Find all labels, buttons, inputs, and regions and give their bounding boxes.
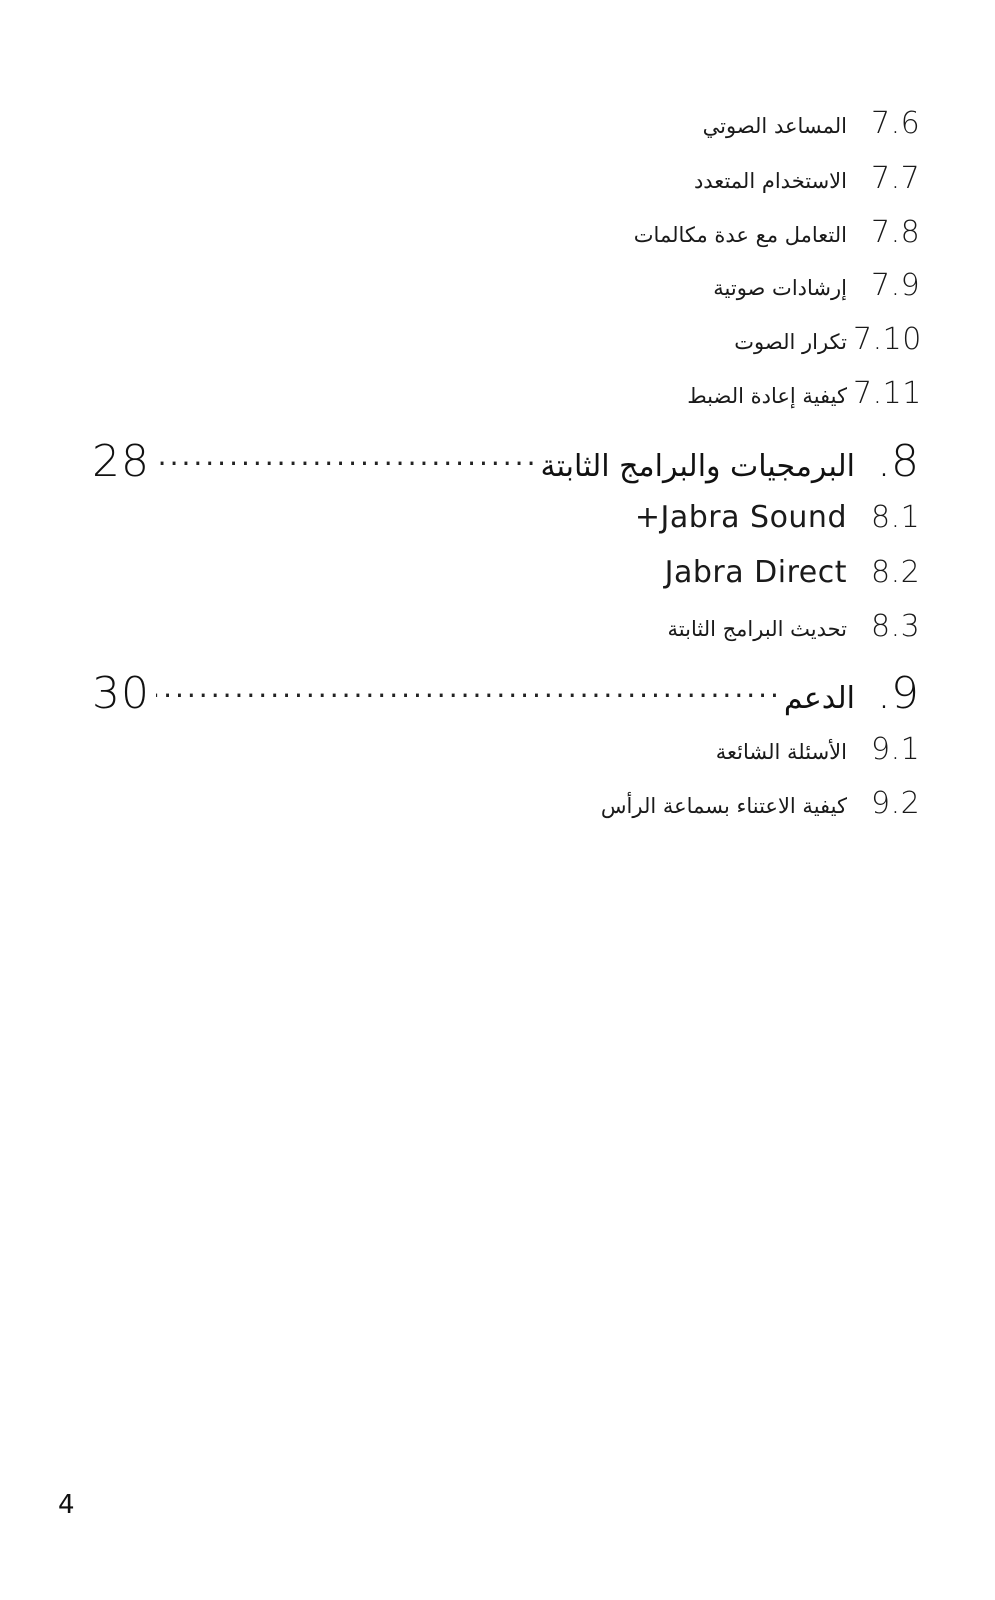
toc-dot-leader — [156, 668, 782, 708]
toc-item-number: 7.10 — [853, 322, 922, 357]
toc-item-number: 9.1 — [871, 732, 921, 767]
toc-item-number: 8.1 — [871, 500, 921, 535]
toc-item-title: Jabra Direct — [664, 555, 847, 590]
toc-item-number: 7.9 — [871, 268, 921, 303]
toc-item-title: الأسئلة الشائعة — [715, 740, 847, 764]
toc-item-8-1[interactable] — [635, 500, 919, 535]
toc-chapter-number: .8 — [877, 436, 919, 487]
toc-chapter-title: الدعم — [783, 681, 856, 716]
toc-chapter-number: .9 — [877, 668, 919, 719]
toc-item-8-2[interactable] — [665, 555, 919, 590]
toc-chapter-8[interactable] — [92, 436, 919, 487]
toc-item-number: 9.2 — [871, 786, 921, 821]
toc-item-number: 8.2 — [871, 555, 921, 590]
toc-item-title: تكرار الصوت — [734, 330, 847, 354]
toc-item-7-11[interactable] — [687, 376, 922, 411]
toc-chapter-page: 28 — [92, 436, 150, 487]
toc-item-title: +Jabra Sound — [634, 500, 847, 535]
toc-item-number: 8.3 — [871, 609, 921, 644]
toc-item-title: تحديث البرامج الثابتة — [667, 617, 847, 641]
toc-item-7-9[interactable] — [713, 268, 919, 303]
toc-chapter-9[interactable] — [92, 668, 919, 719]
toc-item-title: المساعد الصوتي — [702, 114, 847, 138]
toc-item-title: كيفية الاعتناء بسماعة الرأس — [600, 794, 847, 818]
toc-item-7-6[interactable] — [703, 106, 919, 141]
toc-item-number: 7.8 — [871, 215, 921, 250]
toc-item-number: 7.11 — [853, 376, 922, 411]
toc-item-9-2[interactable] — [601, 786, 919, 821]
page-number: 4 — [58, 1490, 75, 1520]
toc-dot-leader — [156, 436, 538, 476]
toc-item-title: إرشادات صوتية — [713, 276, 847, 300]
toc-item-title: التعامل مع عدة مكالمات — [633, 223, 847, 247]
toc-item-9-1[interactable] — [716, 732, 919, 767]
toc-item-7-10[interactable] — [734, 322, 922, 357]
toc-item-number: 7.6 — [871, 106, 921, 141]
toc-item-title: كيفية إعادة الضبط — [687, 384, 847, 408]
toc-item-8-3[interactable] — [668, 609, 919, 644]
toc-item-number: 7.7 — [871, 161, 921, 196]
toc-item-7-7[interactable] — [694, 161, 919, 196]
toc-item-7-8[interactable] — [634, 215, 919, 250]
toc-chapter-title: البرمجيات والبرامج الثابتة — [540, 449, 856, 484]
toc-chapter-page: 30 — [92, 668, 150, 719]
toc-item-title: الاستخدام المتعدد — [693, 169, 847, 193]
